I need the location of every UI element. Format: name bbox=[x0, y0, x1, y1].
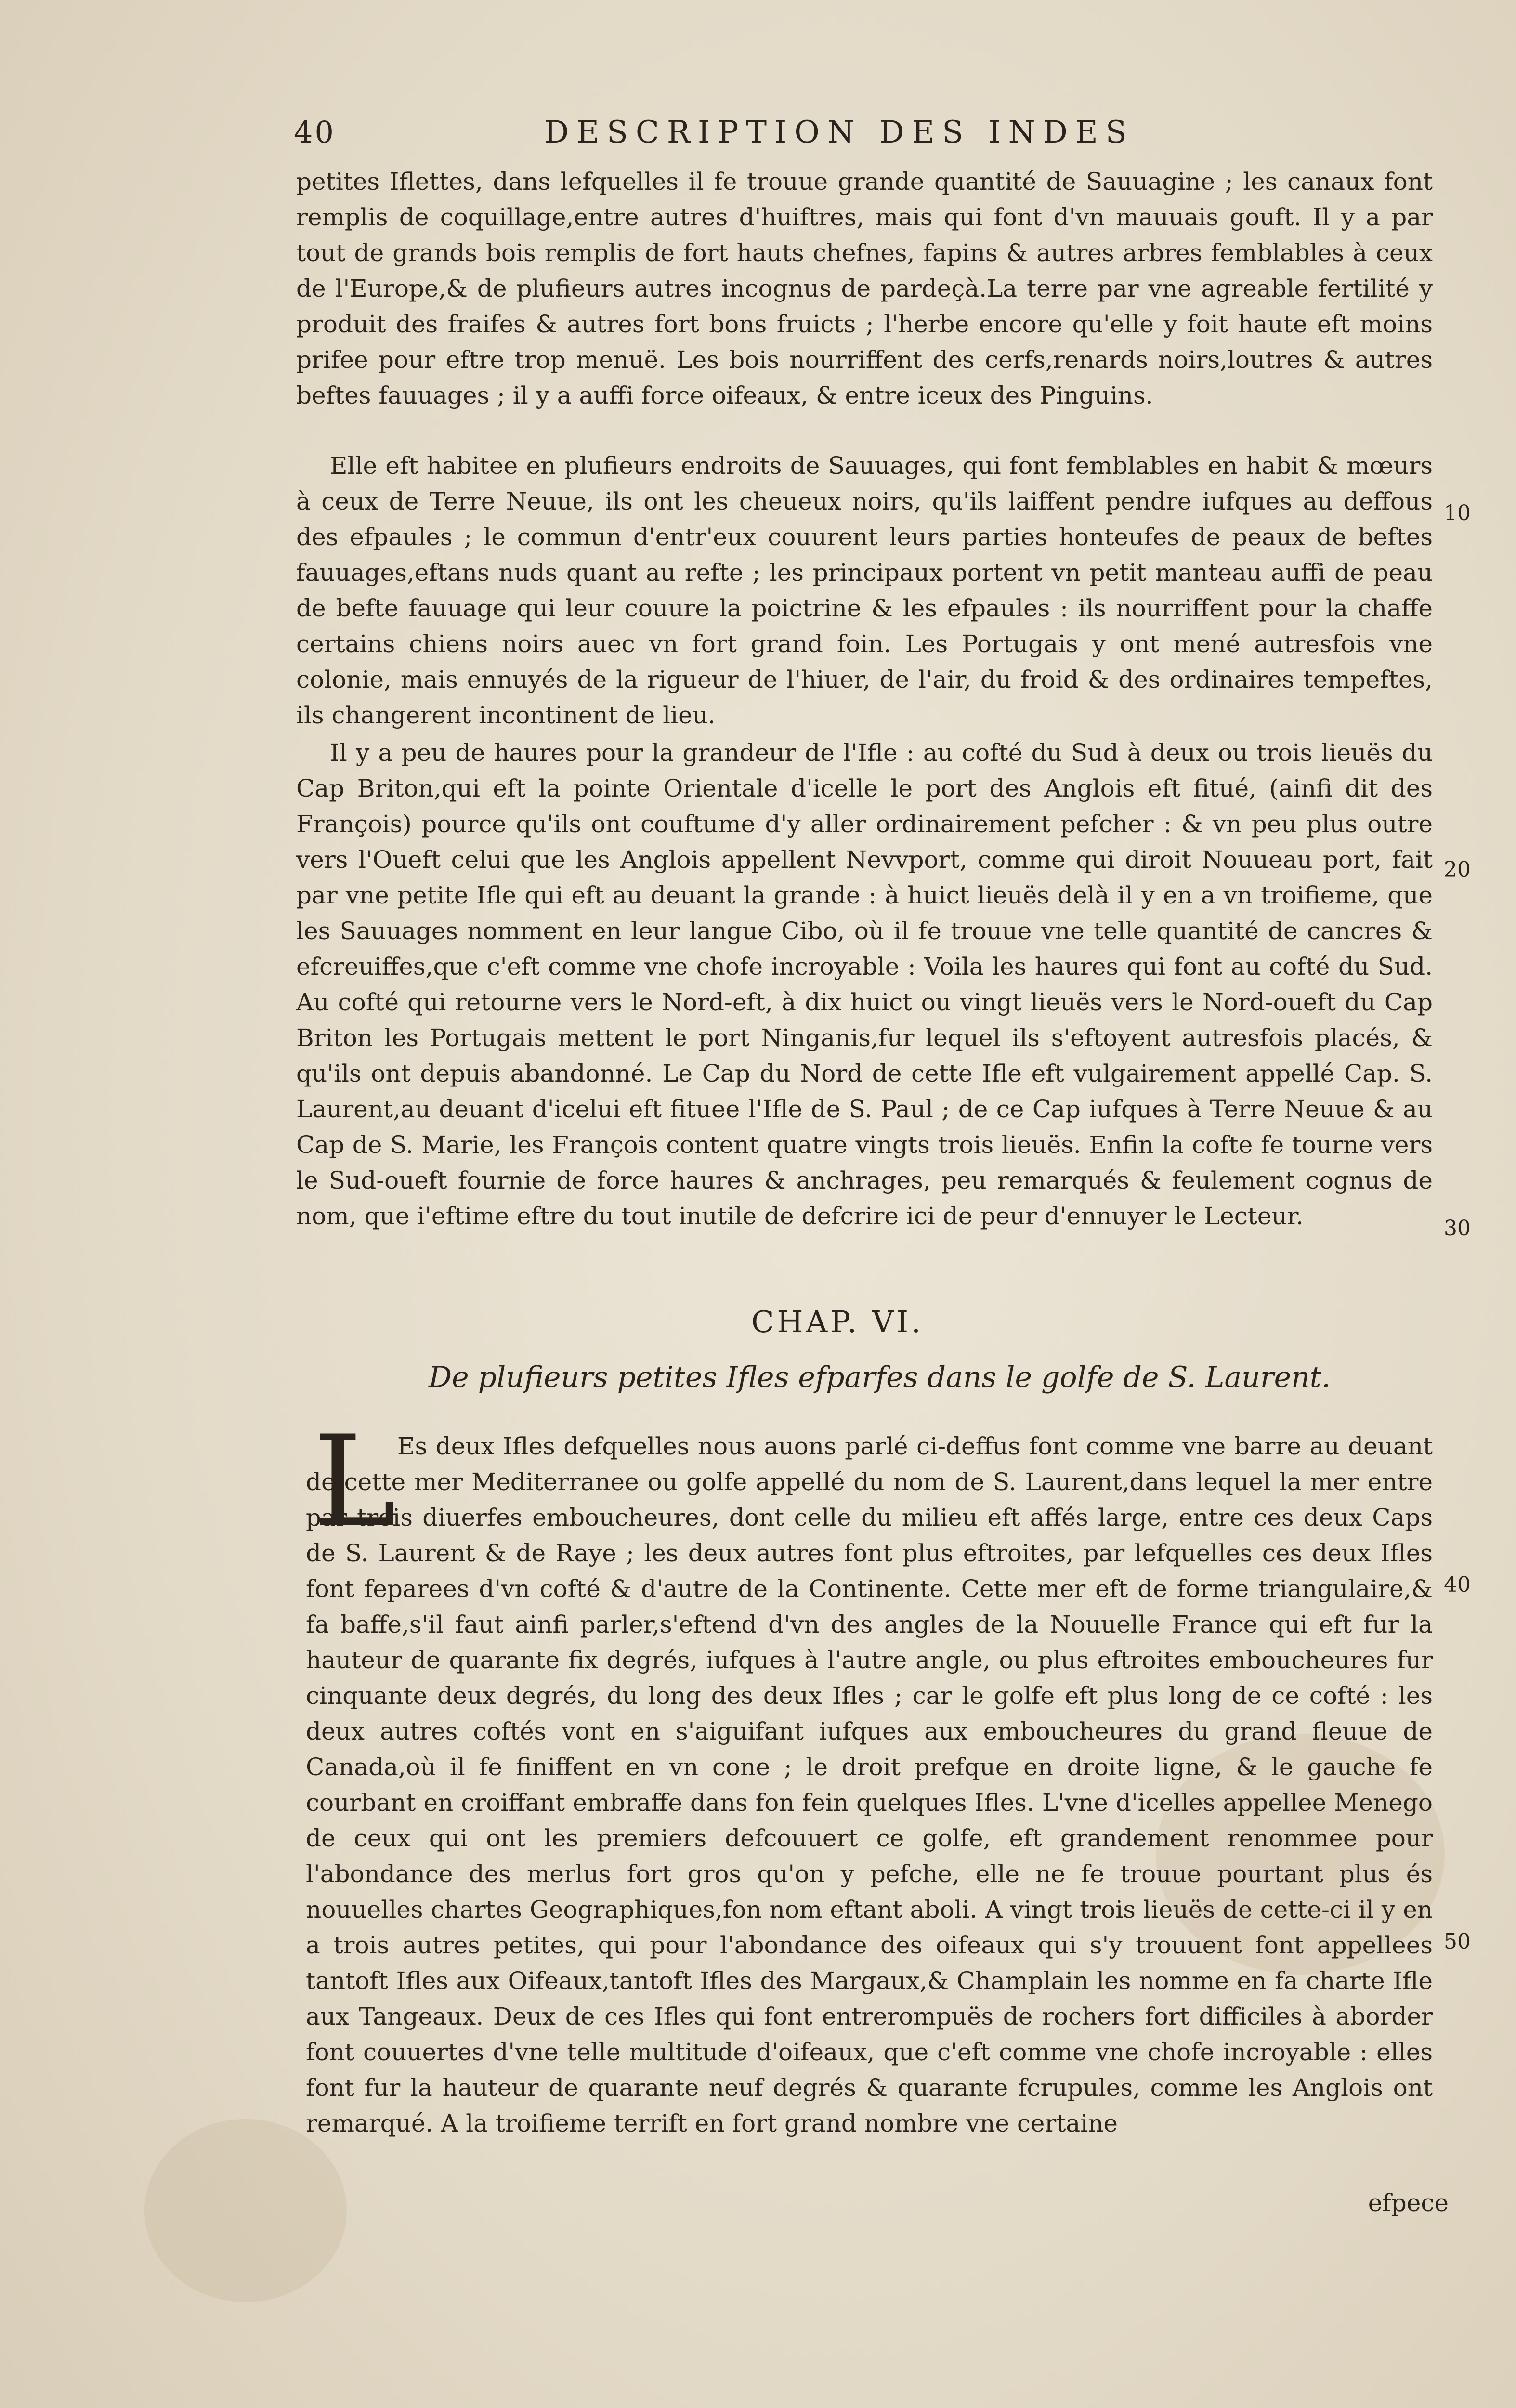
drop-cap: L bbox=[313, 1409, 396, 1555]
chapter-heading: CHAP. VI. bbox=[751, 1304, 924, 1339]
page-number: 40 bbox=[294, 115, 336, 150]
paragraph-text bbox=[306, 1409, 1433, 2141]
chapter-subtitle: De plufieurs petites Ifles efparfes dans le golfe de S. Laurent. bbox=[429, 1361, 1331, 1394]
paragraph bbox=[296, 164, 1433, 413]
margin-line-number: 10 bbox=[1444, 501, 1471, 525]
paragraph bbox=[296, 735, 1433, 1234]
paragraph-text: Il y a peu de haures pour la grandeur de l'Ifle : au cofté du Sud à deux ou trois lieuës du Cap Briton,qui eft la pointe Orientale d'icelle le port des Anglois eft fitué, (ainfi dit des François) pource qu'ils ont couftume d'y aller ordinairement pefcher : & vn peu plus outre vers l'Oueft celui que les Anglois appellent Nevvport, comme qui diroit Nouueau port, fait par vne petite Ifle qui eft au deuant la grande : à huict lieuës delà il y en a vn troifieme, que les Sauuages nomment en leur langue Cibo, où il fe trouue vne telle quantité de cancres & efcreuiffes,que c'eft comme vne chofe incroyable : Voila les haures qui font au cofté du Sud. Au cofté qui retourne vers le Nord-eft, à dix huict ou vingt lieuës vers le Nord-oueft du Cap Briton les Portugais mettent le port Ninganis,fur lequel ils s'eftoyent autresfois placés, & qu'ils ont depuis abandonné. Le Cap du Nord de cette Ifle eft vulgairement appellé Cap. S. Laurent,au deuant d'icelui eft fituee l'Ifle de S. Paul ; de ce Cap iufques à Terre Neuue & au Cap de S. Marie, les François content quatre vingts trois lieuës. Enfin la cofte fe tourne vers le Sud-oueft fournie de force haures & anchrages, peu remarqués & feulement cognus de nom, que i'eftime eftre du tout inutile de defcrire ici de peur d'ennuyer le Lecteur. bbox=[296, 739, 1433, 1230]
paragraph-body: Es deux Ifles defquelles nous auons parlé ci-deffus font comme vne barre au deuant de cette mer Mediterranee ou golfe appellé du nom de S. Laurent,dans lequel la mer entre par trois diuerfes emboucheures, dont celle du milieu eft affés large, entre ces deux Caps de S. Laurent & de Raye ; les deux autres font plus eftroites, par lefquelles ces deux Ifles font feparees d'vn cofté & d'autre de la Continente. Cette mer eft de forme triangulaire,& fa baffe,s'il faut ainfi parler,s'eftend d'vn des angles de la Nouuelle France qui eft fur la hauteur de quarante fix degrés, iufques à l'autre angle, ou plus eftroites emboucheures fur cinquante deux degrés, du long des deux Ifles ; car le golfe eft plus long de ce cofté : les deux autres coftés vont en s'aiguifant iufques aux emboucheures du grand fleuue de Canada,où il fe finiffent en vn cone ; le droit prefque en droite ligne, & le gauche fe courbant en croiffant embraffe dans fon fein quelques Ifles. L'vne d'icelles appellee Menego de ceux qui ont les premiers defcouuert ce golfe, eft grandement renommee pour l'abondance des merlus fort gros qu'on y pefche, elle ne fe trouue pourtant plus és nouuelles chartes Geographiques,fon nom eftant aboli. A vingt trois lieuës de cette-ci il y en a trois autres petites, qui pour l'abondance des oifeaux qui s'y trouuent font appellees tantoft Ifles aux Oifeaux,tantoft Ifles des Margaux,& Champlain les nomme en fa charte Ifle aux Tangeaux. Deux de ces Ifles qui font entrerompuës de rochers fort difficiles à aborder font couuertes d'vne telle multitude d'oifeaux, que c'eft comme vne chofe incroyable : elles font fur la hauteur de quarante neuf degrés & quarante fcrupules, comme les Anglois ont remarqué. A la troifieme terrift en fort grand nombre vne certaine bbox=[306, 1432, 1433, 2137]
margin-line-number: 20 bbox=[1444, 857, 1471, 882]
paragraph bbox=[296, 448, 1433, 733]
paragraph bbox=[306, 1409, 1433, 2141]
paper-stain bbox=[144, 2119, 347, 2302]
running-head: DESCRIPTION DES INDES bbox=[544, 115, 1135, 150]
margin-line-number: 40 bbox=[1444, 1572, 1471, 1597]
margin-line-number: 50 bbox=[1444, 1929, 1471, 1954]
margin-line-number: 30 bbox=[1444, 1216, 1471, 1241]
catchword: efpece bbox=[1368, 2189, 1449, 2217]
paragraph-text: Elle eft habitee en plufieurs endroits de Sauuages, qui font femblables en habit & mœurs à ceux de Terre Neuue, ils ont les cheueux noirs, qu'ils laiffent pendre iufques au deffous des efpaules ; le commun d'entr'eux couurent leurs parties honteufes de peaux de beftes fauuages,eftans nuds quant au refte ; les principaux portent vn petit manteau auffi de peau de befte fauuage qui leur couure la poictrine & les efpaules : ils nourriffent pour la chaffe certains chiens noirs auec vn fort grand foin. Les Portugais y ont mené autresfois vne colonie, mais ennuyés de la rigueur de l'hiuer, de l'air, du froid & des ordinaires tempeftes, ils changerent incontinent de lieu. bbox=[296, 452, 1433, 729]
page-header bbox=[294, 115, 1209, 158]
paragraph-text: petites Iflettes, dans lefquelles il fe trouue grande quantité de Sauuagine ; les canaux font remplis de coquillage,entre autres d'huiftres, mais qui font d'vn mauuais gouft. Il y a par tout de grands bois remplis de fort hauts chefnes, fapins & autres arbres femblables à ceux de l'Europe,& de plufieurs autres incognus de pardeçà.La terre par vne agreable fertilité y produit des fraifes & autres fort bons fruicts ; l'herbe encore qu'elle y foit haute eft moins prifee pour eftre trop menuë. Les bois nourriffent des cerfs,renards noirs,loutres & autres beftes fauuages ; il y a auffi force oifeaux, & entre iceux des Pinguins. bbox=[296, 168, 1433, 409]
